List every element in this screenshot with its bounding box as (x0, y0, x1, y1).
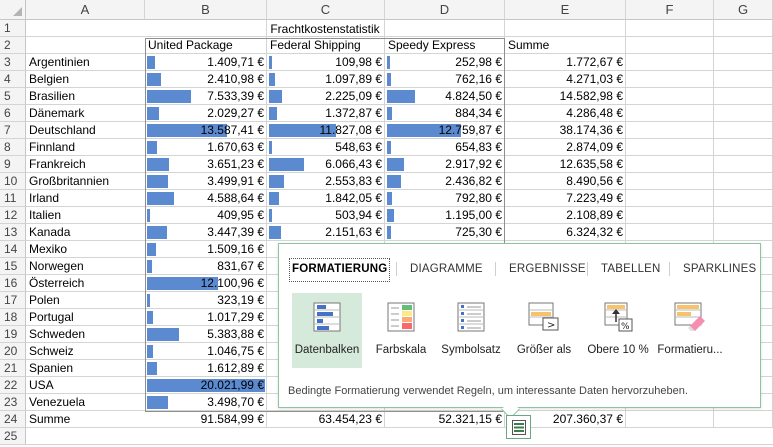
federal-shipping-cell[interactable] (267, 190, 385, 207)
united-package-cell[interactable] (145, 360, 267, 377)
quick-analysis-icon (512, 420, 526, 435)
country-cell[interactable]: Finnland (29, 140, 76, 154)
row-header-4[interactable]: 4 (0, 71, 26, 88)
top-ten-percent-icon (602, 302, 634, 332)
tab-tabellen[interactable]: TABELLEN (601, 263, 661, 275)
total-speedy-express[interactable] (385, 411, 505, 428)
cell-value: 1.017,29 € (207, 310, 264, 324)
row-header-12[interactable]: 12 (0, 207, 26, 224)
summe-cell[interactable] (505, 207, 626, 224)
country-cell[interactable]: Großbritannien (29, 174, 110, 188)
cell-value: 12.100,96 € (200, 276, 264, 290)
row-header-23[interactable]: 23 (0, 394, 26, 411)
cell-value: 3.447,39 € (207, 225, 264, 239)
row-header-1[interactable]: 1 (0, 20, 26, 37)
total-federal-shipping[interactable] (267, 411, 385, 428)
tile-greater-than[interactable] (509, 293, 579, 368)
data-bar (269, 209, 272, 222)
summe-cell[interactable] (505, 122, 626, 139)
row-header-20[interactable]: 20 (0, 343, 26, 360)
united-package-cell[interactable] (145, 343, 267, 360)
tab-separator (587, 262, 588, 276)
row-header-5[interactable]: 5 (0, 88, 26, 105)
data-bar (387, 73, 391, 86)
column-header-g[interactable]: G (714, 0, 773, 20)
quick-analysis-panel (278, 243, 761, 408)
tab-separator (495, 262, 496, 276)
united-package-cell[interactable] (145, 173, 267, 190)
speedy-express-cell[interactable] (385, 122, 505, 139)
column-title-cell[interactable]: United Package (148, 38, 233, 52)
tile-label: Symbolsatz (441, 344, 501, 356)
cell-value: 6.324,32 € (566, 225, 623, 239)
united-package-cell[interactable] (145, 275, 267, 292)
united-package-cell[interactable] (145, 309, 267, 326)
column-header-f[interactable]: F (626, 0, 714, 20)
data-bar (147, 192, 174, 205)
cell-value: 14.582,98 € (559, 89, 623, 103)
column-header-a[interactable]: A (26, 0, 145, 20)
cell-value: 503,94 € (335, 208, 382, 222)
column-header-d[interactable]: D (385, 0, 505, 20)
united-package-cell[interactable] (145, 139, 267, 156)
cell-value: 548,63 € (335, 140, 382, 154)
federal-shipping-cell[interactable] (267, 122, 385, 139)
data-bar (269, 226, 281, 239)
tile-label: Größer als (516, 344, 572, 356)
svg-text:%: % (621, 322, 630, 332)
row-header-22[interactable]: 22 (0, 377, 26, 394)
united-package-cell[interactable] (145, 156, 267, 173)
cell-value: 11.827,08 € (319, 123, 382, 137)
cell-value: 1.772,67 € (566, 55, 623, 69)
summe-cell[interactable] (505, 139, 626, 156)
cell-value: 8.490,56 € (566, 174, 623, 188)
column-title-cell[interactable]: Summe (508, 38, 550, 52)
tab-ergebnisse[interactable]: ERGEBNISSE (509, 263, 586, 275)
speedy-express-cell[interactable] (385, 54, 505, 71)
row-header-13[interactable]: 13 (0, 224, 26, 241)
data-bars-icon (311, 302, 343, 332)
quick-analysis-button[interactable] (506, 415, 531, 439)
column-title-cell[interactable]: Speedy Express (388, 38, 476, 52)
country-cell[interactable]: Deutschland (29, 123, 96, 137)
tab-separator (396, 262, 397, 276)
cell-value: 91.584,99 € (200, 412, 264, 426)
united-package-cell[interactable] (145, 224, 267, 241)
country-cell[interactable]: Schweden (29, 327, 86, 341)
country-cell[interactable]: Frankreich (29, 157, 86, 171)
row-header-19[interactable]: 19 (0, 326, 26, 343)
speedy-express-cell[interactable] (385, 207, 505, 224)
cell-value: 831,67 € (217, 259, 264, 273)
tab-sparklines[interactable]: SPARKLINES (683, 263, 757, 275)
summe-cell[interactable] (505, 88, 626, 105)
country-cell[interactable]: Irland (29, 191, 60, 205)
cell-value: 12.635,58 € (559, 157, 623, 171)
data-bar (147, 294, 150, 307)
data-bar (147, 107, 159, 120)
united-package-cell[interactable] (145, 258, 267, 275)
row-header-15[interactable]: 15 (0, 258, 26, 275)
speedy-express-cell[interactable] (385, 190, 505, 207)
data-bar (147, 226, 167, 239)
cell-value: 4.588,64 € (207, 191, 264, 205)
cell-value: 2.410,98 € (207, 72, 264, 86)
row-header-25[interactable]: 25 (0, 428, 26, 445)
united-package-cell[interactable] (145, 88, 267, 105)
country-cell[interactable]: Italien (29, 208, 62, 222)
cell-value: 2.108,89 € (566, 208, 623, 222)
united-package-cell[interactable] (145, 71, 267, 88)
cell-value: 1.372,87 € (325, 106, 382, 120)
cell-value: 63.454,23 € (318, 412, 382, 426)
row-header-10[interactable]: 10 (0, 173, 26, 190)
data-bar (269, 107, 277, 120)
greater-than-icon (528, 302, 560, 332)
speedy-express-cell[interactable] (385, 71, 505, 88)
cell-value: 2.225,09 € (325, 89, 382, 103)
row-header-16[interactable]: 16 (0, 275, 26, 292)
cell-value: 762,16 € (455, 72, 502, 86)
row-header-7[interactable]: 7 (0, 122, 26, 139)
cell-value: 2.917,92 € (445, 157, 502, 171)
cell-value: 4.271,03 € (566, 72, 623, 86)
summe-cell[interactable] (505, 156, 626, 173)
cell-value: 2.436,82 € (445, 174, 502, 188)
data-bar (147, 396, 168, 409)
select-all-corner[interactable] (0, 0, 26, 20)
federal-shipping-cell[interactable] (267, 173, 385, 190)
speedy-express-cell[interactable] (385, 88, 505, 105)
row-header-18[interactable]: 18 (0, 309, 26, 326)
speedy-express-cell[interactable] (385, 139, 505, 156)
cell-value: 792,80 € (455, 191, 502, 205)
row-header-11[interactable]: 11 (0, 190, 26, 207)
cell-value: 1.509,16 € (207, 242, 264, 256)
united-package-cell[interactable] (145, 394, 267, 411)
tile-label: Farbskala (375, 344, 427, 356)
tab-diagramme[interactable]: DIAGRAMME (410, 263, 483, 275)
cell-value: 2.029,27 € (207, 106, 264, 120)
data-bar (269, 141, 272, 154)
country-cell[interactable]: Polen (29, 293, 60, 307)
data-bar (147, 311, 153, 324)
cell-value: 4.824,50 € (445, 89, 502, 103)
data-bar (269, 175, 284, 188)
data-bar (147, 175, 168, 188)
united-package-cell[interactable] (145, 54, 267, 71)
summe-cell[interactable] (505, 190, 626, 207)
tile-label: Obere 10 % (587, 344, 649, 356)
cell-value: 20.021,99 € (200, 378, 264, 392)
tile-color-scale[interactable] (366, 293, 436, 368)
country-cell[interactable]: Schweiz (29, 344, 74, 358)
united-package-cell[interactable] (145, 105, 267, 122)
country-cell[interactable]: Norwegen (29, 259, 84, 273)
speedy-express-cell[interactable] (385, 173, 505, 190)
data-bar (387, 141, 391, 154)
data-bar (147, 328, 179, 341)
row-header-6[interactable]: 6 (0, 105, 26, 122)
tab-separator (669, 262, 670, 276)
cell-value: 7.223,49 € (566, 191, 623, 205)
united-package-cell[interactable] (145, 190, 267, 207)
cell-value: 1.046,75 € (207, 344, 264, 358)
row-header-17[interactable]: 17 (0, 292, 26, 309)
cell-value: 3.651,23 € (207, 157, 264, 171)
country-cell[interactable]: Argentinien (29, 55, 90, 69)
data-bar (269, 73, 275, 86)
cell-value: 5.383,88 € (207, 327, 264, 341)
united-package-cell[interactable] (145, 241, 267, 258)
country-cell[interactable]: Österreich (29, 276, 85, 290)
icon-set-icon (455, 302, 487, 332)
data-bar (147, 362, 157, 375)
country-cell[interactable]: USA (29, 378, 54, 392)
data-bar (387, 107, 392, 120)
row-header-14[interactable]: 14 (0, 241, 26, 258)
svg-text:>: > (547, 320, 556, 331)
federal-shipping-cell[interactable] (267, 105, 385, 122)
summe-cell[interactable] (505, 224, 626, 241)
data-bar (147, 141, 157, 154)
data-bar (387, 226, 391, 239)
column-header-e[interactable]: E (505, 0, 626, 20)
cell-value: 4.286,48 € (566, 106, 623, 120)
country-cell[interactable]: Brasilien (29, 89, 76, 103)
cell-value: 2.874,09 € (566, 140, 623, 154)
united-package-cell[interactable] (145, 207, 267, 224)
row-header-9[interactable]: 9 (0, 156, 26, 173)
cell-value: 1.195,00 € (445, 208, 502, 222)
data-bar (387, 192, 392, 205)
cell-value: 52.321,15 € (438, 412, 502, 426)
united-package-cell[interactable] (145, 122, 267, 139)
row-header-3[interactable]: 3 (0, 54, 26, 71)
summe-cell[interactable] (505, 105, 626, 122)
cell-value: 1.409,71 € (207, 55, 264, 69)
cell-value: 1.670,63 € (207, 140, 264, 154)
cell-value: 7.533,39 € (207, 89, 264, 103)
data-bar (387, 158, 404, 171)
federal-shipping-cell[interactable] (267, 88, 385, 105)
data-bar (387, 175, 401, 188)
cell-value: 884,34 € (455, 106, 502, 120)
tile-clear-format[interactable] (655, 293, 725, 368)
data-bar (147, 73, 161, 86)
federal-shipping-cell[interactable] (267, 207, 385, 224)
cell-value: 38.174,36 € (559, 123, 623, 137)
cell-value: 1.612,89 € (207, 361, 264, 375)
cell-value: 2.553,83 € (325, 174, 382, 188)
cell-value: 12.759,87 € (438, 123, 502, 137)
cell-value: 207.360,37 € (552, 412, 623, 426)
column-header-c[interactable]: C (267, 0, 385, 20)
country-cell[interactable]: Dänemark (29, 106, 85, 120)
tile-label: Datenbalken (294, 344, 360, 356)
data-bar (147, 243, 156, 256)
country-cell[interactable]: Portugal (29, 310, 74, 324)
country-cell[interactable]: Spanien (29, 361, 74, 375)
data-bar (147, 158, 169, 171)
cell-value: 1.097,89 € (325, 72, 382, 86)
cell-value: 3.498,70 € (207, 395, 264, 409)
summe-cell[interactable] (505, 71, 626, 88)
country-cell[interactable]: Belgien (29, 72, 70, 86)
cell-value: 3.499,91 € (207, 174, 264, 188)
federal-shipping-cell[interactable] (267, 224, 385, 241)
data-bar (387, 90, 415, 103)
cell-value: 109,98 € (335, 55, 382, 69)
data-bar (387, 56, 390, 69)
summe-cell[interactable] (505, 173, 626, 190)
cell-value: 6.066,43 € (325, 157, 382, 171)
row-header-2[interactable]: 2 (0, 37, 26, 54)
row-header-8[interactable]: 8 (0, 139, 26, 156)
cell-value: 2.151,63 € (325, 225, 382, 239)
country-cell[interactable]: Venezuela (29, 395, 86, 409)
cell-value: 252,98 € (455, 55, 502, 69)
cell-value: 409,95 € (217, 208, 264, 222)
united-package-cell[interactable] (145, 326, 267, 343)
data-bar (147, 345, 153, 358)
quick-analysis-description: Bedingte Formatierung verwendet Regeln, um interessante Daten hervorzuheben. (288, 385, 688, 397)
country-cell[interactable]: Mexiko (29, 242, 68, 256)
column-header-b[interactable]: B (145, 0, 267, 20)
tile-top-ten-percent[interactable] (583, 293, 653, 368)
data-bar (269, 192, 279, 205)
color-scale-icon (385, 302, 417, 332)
row-header-21[interactable]: 21 (0, 360, 26, 377)
row-header-24[interactable]: 24 (0, 411, 26, 428)
tile-icon-set[interactable] (436, 293, 506, 368)
country-cell[interactable]: Kanada (29, 225, 71, 239)
united-package-cell[interactable] (145, 292, 267, 309)
speedy-express-cell[interactable] (385, 156, 505, 173)
cell-value: 323,19 € (217, 293, 264, 307)
clear-format-icon (674, 302, 706, 332)
data-bar (147, 260, 152, 273)
cell-value: 725,30 € (455, 225, 502, 239)
speedy-express-cell[interactable] (385, 105, 505, 122)
data-bar (269, 90, 282, 103)
data-bar (269, 158, 304, 171)
sheet-title-cell[interactable]: Frachtkostenstatistik (270, 22, 380, 36)
data-bar (387, 209, 394, 222)
federal-shipping-cell[interactable] (267, 71, 385, 88)
cell-value: 1.842,05 € (325, 191, 382, 205)
data-bar (147, 56, 155, 69)
federal-shipping-cell[interactable] (267, 139, 385, 156)
total-label-cell[interactable]: Summe (29, 412, 71, 426)
cell-value: 13.587,41 € (200, 123, 264, 137)
column-title-cell[interactable]: Federal Shipping (270, 38, 361, 52)
summe-cell[interactable] (505, 54, 626, 71)
united-package-cell[interactable] (145, 377, 267, 394)
federal-shipping-cell[interactable] (267, 156, 385, 173)
total-united-package[interactable] (145, 411, 267, 428)
quick-analysis-tabs (279, 258, 760, 280)
data-bar (269, 56, 272, 69)
tab-formatierung[interactable]: FORMATIERUNG (289, 258, 390, 282)
data-bar (147, 90, 191, 103)
tile-data-bars[interactable] (292, 293, 362, 368)
tile-label: Formatieru... (657, 344, 723, 356)
cell-value: 654,83 € (455, 140, 502, 154)
federal-shipping-cell[interactable] (267, 54, 385, 71)
speedy-express-cell[interactable] (385, 224, 505, 241)
data-bar (147, 209, 150, 222)
gridline-horizontal (26, 444, 773, 445)
